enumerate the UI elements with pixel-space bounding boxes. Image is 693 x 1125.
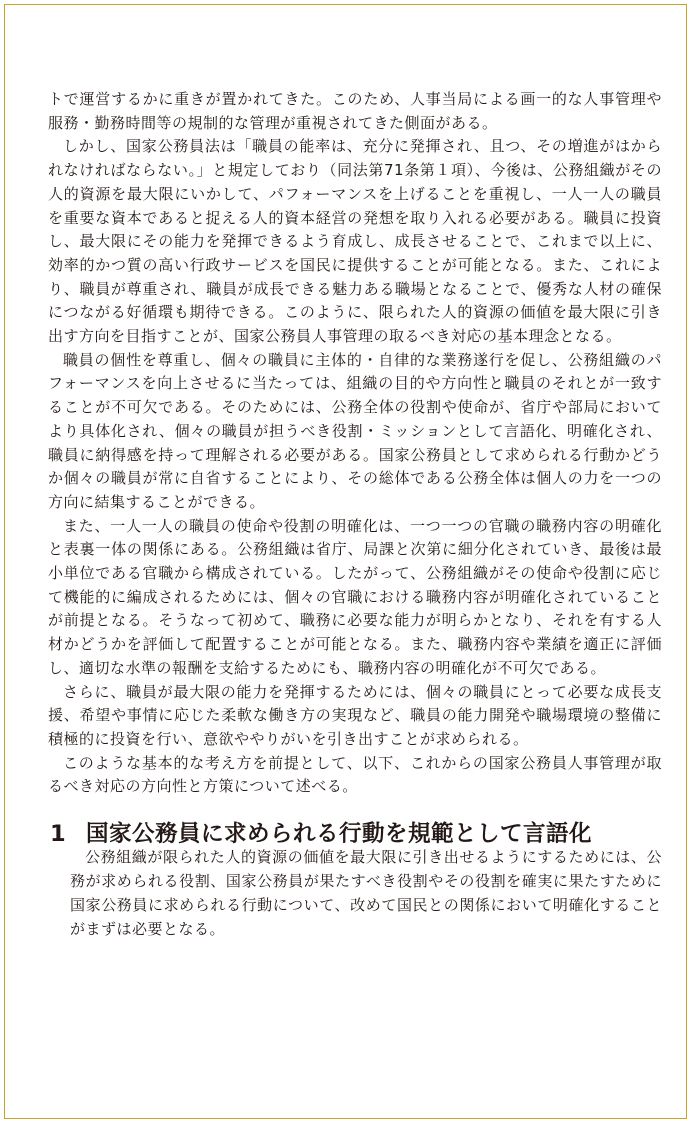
section-spacer [48,799,662,823]
paragraph-3: 職員の個性を尊重し、個々の職員に主体的・自律的な業務遂行を促し、公務組織のパフォーマンスを向上させるに当たっては、組織の目的や方向性と職員のそれとが一致することが不可欠である。そのためには、公務全体の役割や使命が、省庁や部局においてより具体化され、個々の職員が担うべき役割・ミッションとして言語化、明確化され、職員に納得感を持って理解される必要がある。国家公務員として求められる行動かどうか個々の職員が常に自省することにより、その総体である公務全体は個人の力を一つの方向に結集することができる。 [48,350,662,511]
paragraph-4: また、一人一人の職員の使命や役割の明確化は、一つ一つの官職の職務内容の明確化と表裏一体の関係にある。公務組織は省庁、局課と次第に細分化されていき、最後は最小単位である官職から構成されている。したがって、公務組織がその使命や役割に応じて機能的に編成されるためには、個々の官職における職務内容が明確化されていることが前提となる。そうなって初めて、職務に必要な能力が明らかとなり、それを有する人材かどうかを評価して配置することが可能となる。また、職務内容や業績を適正に評価し、適切な水準の報酬を支給するためにも、職務内容の明確化が不可欠である。 [48,516,662,677]
section-body: 公務組織が限られた人的資源の価値を最大限に引き出せるようにするためには、公務が求められる役割、国家公務員が果たすべき役割やその役割を確実に果たすために国家公務員に求められる行動について、改めて国民との関係において明確化することがまずは必要となる。 [70,848,662,938]
paragraph-2: しかし、国家公務員法は「職員の能率は、充分に発揮され、且つ、その増進がはかられなければならない。」と規定しており（同法第71条第１項）、今後は、公務組織がその人的資源を最大限にいかして、パフォーマンスを上げることを重視し、一人一人の職員を重要な資本であると捉える人的資本経営の発想を取り入れる必要がある。職員に投資し、最大限にその能力を発揮できるよう育成し、成長させることで、これまで以上に、効率的かつ質の高い行政サービスを国民に提供することが可能となる。また、これにより、職員が尊重され、職員が成長できる魅力ある職場となることで、優秀な人材の確保につながる好循環も期待できる。このように、限られた人的資源の価値を最大限に引き出す方向を目指すことが、国家公務員人事管理の取るべき対応の基本理念となる。 [48,137,662,346]
paragraph-5: さらに、職員が最大限の能力を発揮するためには、個々の職員にとって必要な成長支援、希望や事情に応じた柔軟な働き方の実現など、職員の能力開発や職場環境の整備に積極的に投資を行い、意欲ややりがいを引き出すことが求められる。 [48,682,662,748]
section-heading [48,820,662,847]
section-number: 1 [50,820,67,847]
document-body [48,88,662,941]
section-title: 国家公務員に求められる行動を規範として言語化 [86,820,593,847]
paragraph-6: このような基本的な考え方を前提として、以下、これからの国家公務員人事管理が取るべき対応の方向性と方策について述べる。 [48,753,662,796]
paragraph-1: トで運営するかに重きが置かれてきた。このため、人事当局による画一的な人事管理や服務・勤務時間等の規制的な管理が重視されてきた側面がある。 [48,90,662,132]
